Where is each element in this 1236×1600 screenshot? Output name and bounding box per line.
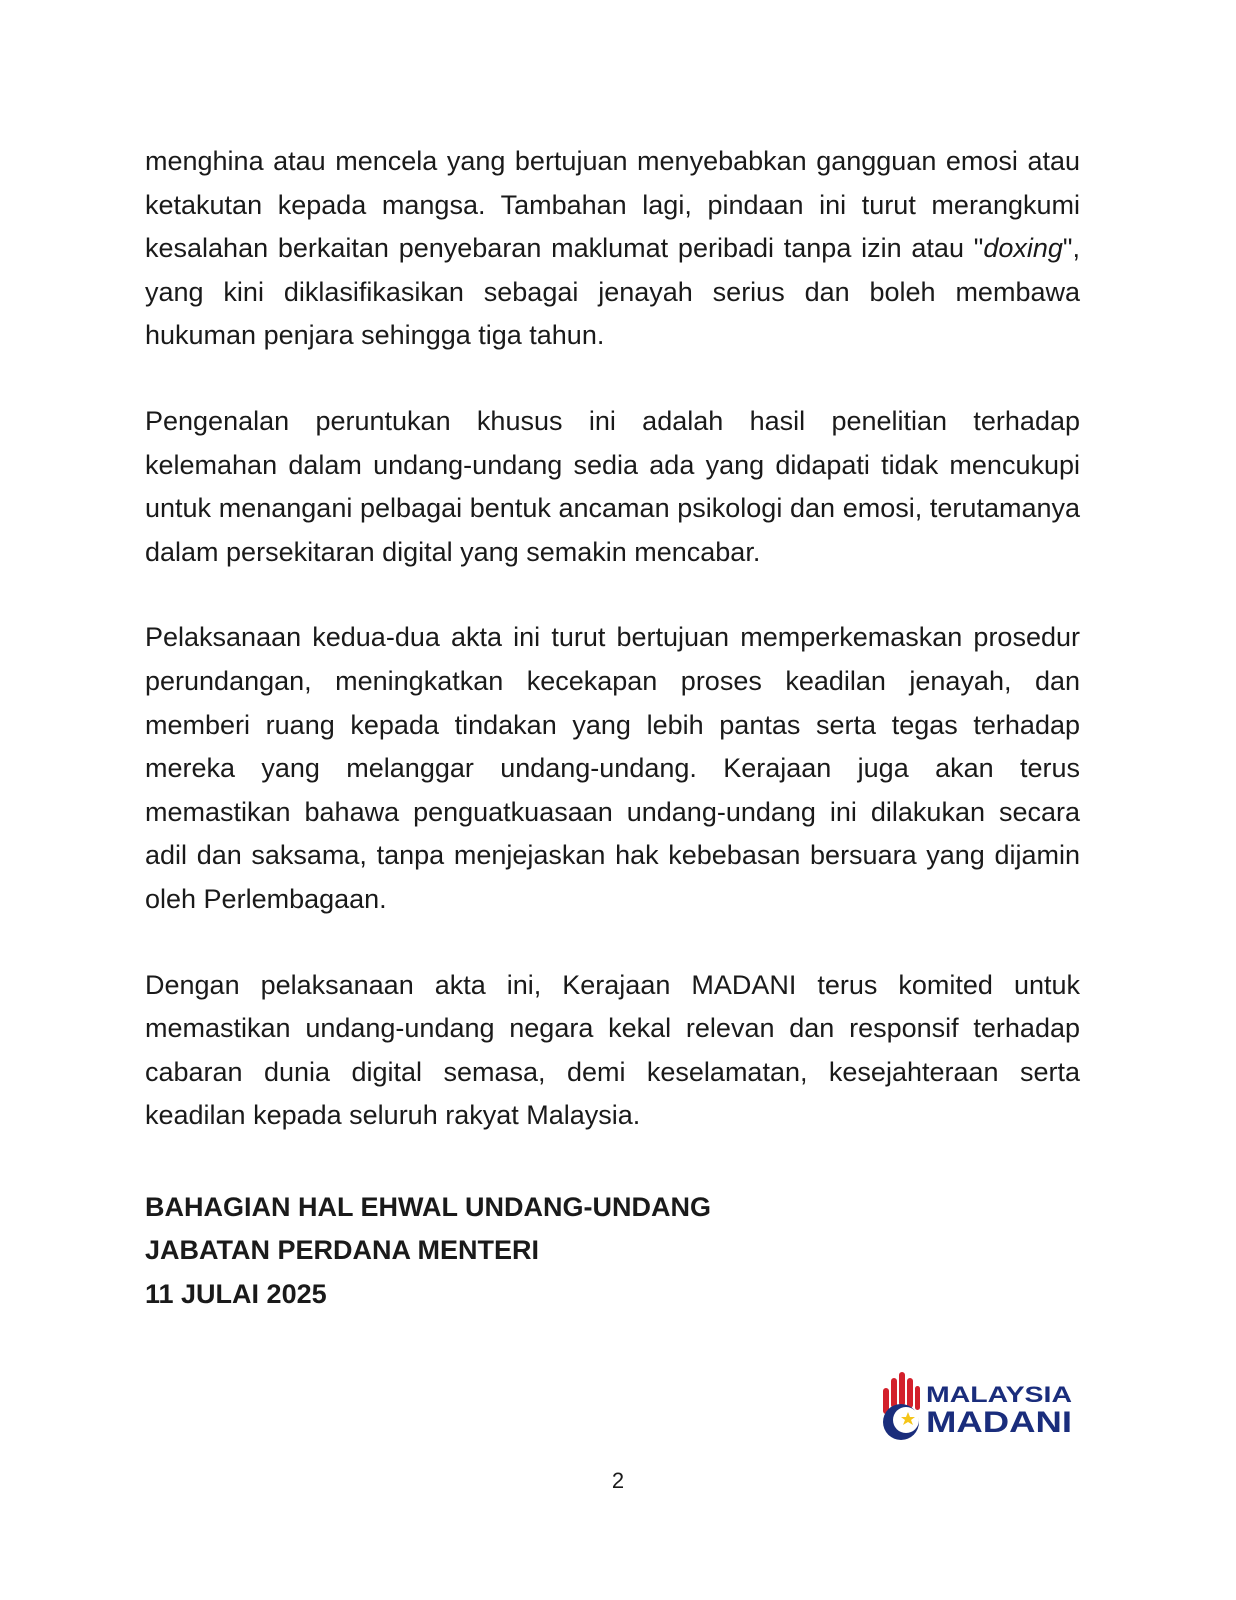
signature-block [145, 1186, 1080, 1317]
paragraph-2: Pengenalan peruntukan khusus ini adalah hasil penelitian terhadap kelemahan dalam undang-undang sedia ada yang didapati tidak mencukupi untuk menangani pelbagai bentuk ancaman psikologi dan emosi, terutamanya dalam persekitaran digital yang semakin mencabar. [145, 405, 1080, 567]
logo-line-madani: MADANI [926, 1406, 1072, 1439]
paragraph-3: Pelaksanaan kedua-dua akta ini turut bertujuan memperkemaskan prosedur perundangan, meningkatkan kecekapan proses keadilan jenayah, dan memberi ruang kepada tindakan yang lebih pantas serta tegas terhadap mereka yang melanggar undang-undang. Kerajaan juga akan terus memastikan bahawa penguatkuasaan undang-undang ini dilakukan secara adil dan saksama, tanpa menjejaskan hak kebebasan bersuara yang dijamin oleh Perlembagaan. [145, 622, 1080, 914]
malaysia-madani-logo [880, 1370, 1080, 1444]
paragraph-1 [145, 140, 1080, 358]
page-number: 2 [611, 1468, 625, 1493]
paragraph-1-text-after: ", yang kini diklasifikasikan sebagai jenayah serius dan boleh membawa hukuman penjara sehingga tiga tahun. [145, 233, 1080, 351]
signature-date: 11 JULAI 2025 [145, 1279, 327, 1310]
document-body [145, 140, 1080, 1317]
paragraph-1-text-before: menghina atau mencela yang bertujuan menyebabkan gangguan emosi atau ketakutan kepada mangsa. Tambahan lagi, pindaan ini turut merangkumi kesalahan berkaitan penyebaran maklumat peribadi tanpa izin atau " [145, 146, 1080, 264]
malaysia-madani-logo-icon [883, 1372, 920, 1440]
paragraph-1-italic-term: doxing [983, 233, 1063, 264]
logo-line-malaysia: MALAYSIA [926, 1382, 1073, 1407]
signature-ministry: JABATAN PERDANA MENTERI [145, 1235, 540, 1266]
signature-department: BAHAGIAN HAL EHWAL UNDANG-UNDANG [145, 1191, 711, 1222]
paragraph-4: Dengan pelaksanaan akta ini, Kerajaan MADANI terus komited untuk memastikan undang-undang negara kekal relevan dan responsif terhadap cabaran dunia digital semasa, demi keselamatan, kesejahteraan serta keadilan kepada seluruh rakyat Malaysia. [145, 969, 1080, 1131]
